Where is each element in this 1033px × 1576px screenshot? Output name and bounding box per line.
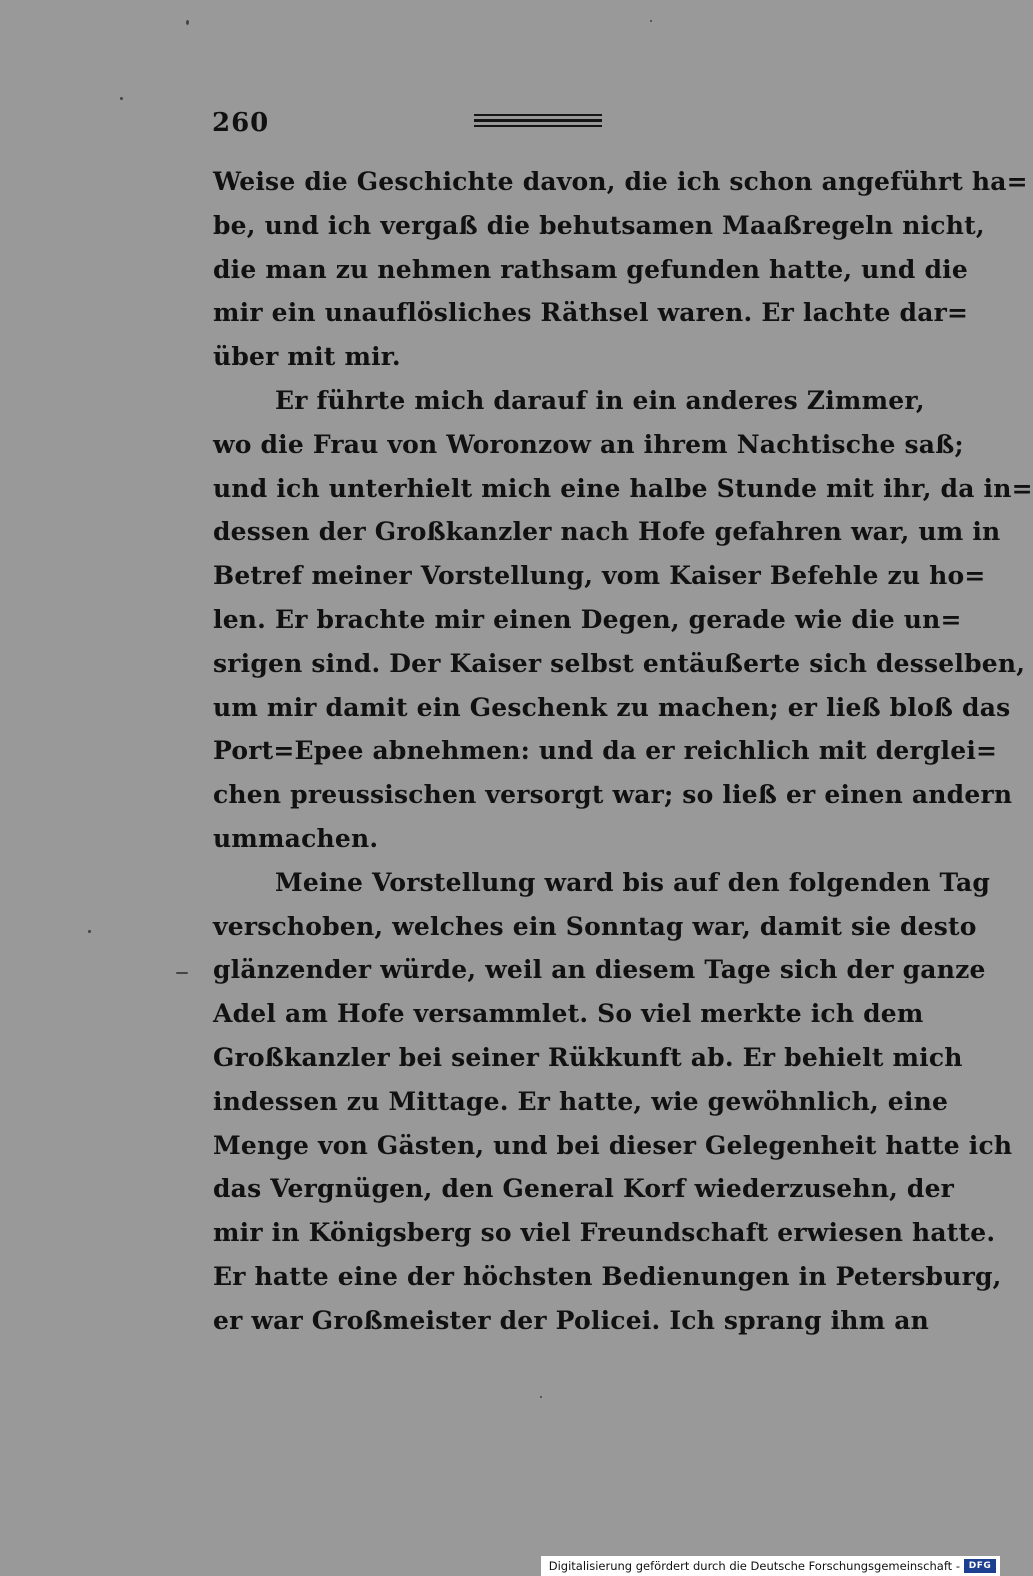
text-line: wo die Frau von Woronzow an ihrem Nachtische saß; bbox=[213, 429, 964, 459]
text-line: indessen zu Mittage. Er hatte, wie gewöhnlich, eine bbox=[213, 1086, 949, 1116]
header-rule bbox=[474, 114, 602, 126]
text-line: len. Er brachte mir einen Degen, gerade wie die un= bbox=[213, 604, 962, 634]
text-line: Adel am Hofe versammlet. So viel merkte ich dem bbox=[213, 999, 924, 1029]
footer-credit: Digitalisierung gefördert durch die Deutsche Forschungsgemeinschaft - bbox=[548, 1559, 960, 1573]
scan-speck bbox=[176, 972, 188, 974]
scan-speck bbox=[120, 97, 123, 100]
text-line: Weise die Geschichte davon, die ich schon angeführt ha= bbox=[213, 167, 1028, 196]
scan-speck bbox=[186, 20, 189, 25]
text-line: Menge von Gästen, und bei dieser Gelegenheit hatte ich bbox=[213, 1130, 1013, 1160]
rule-line bbox=[474, 114, 602, 116]
text-line: chen preussischen versorgt war; so ließ er einen andern bbox=[213, 780, 1013, 810]
scan-speck bbox=[650, 20, 652, 22]
scan-speck bbox=[88, 930, 91, 933]
text-line: er war Großmeister der Policei. Ich sprang ihm an bbox=[213, 1305, 930, 1335]
text-line: die man zu nehmen rathsam gefunden hatte, und die bbox=[213, 254, 968, 284]
text-line: Er hatte eine der höchsten Bedienungen in Petersburg, bbox=[213, 1261, 1002, 1291]
text-line: über mit mir. bbox=[213, 342, 401, 372]
text-line: Betref meiner Vorstellung, vom Kaiser Befehle zu ho= bbox=[213, 561, 986, 591]
dfg-logo-icon: DFG bbox=[964, 1559, 996, 1573]
text-line: verschoben, welches ein Sonntag war, damit sie desto bbox=[213, 911, 977, 941]
text-line: srigen sind. Der Kaiser selbst entäußerte sich desselben, bbox=[213, 648, 1026, 678]
text-line: Port=Epee abnehmen: und da er reichlich mit derglei= bbox=[213, 736, 998, 766]
page-number: 260 bbox=[212, 108, 270, 138]
text-line: Großkanzler bei seiner Rükkunft ab. Er behielt mich bbox=[213, 1042, 963, 1072]
text-line: dessen der Großkanzler nach Hofe gefahren war, um in bbox=[213, 517, 1001, 547]
rule-line bbox=[474, 125, 602, 127]
text-line: mir ein unauflösliches Räthsel waren. Er lachte dar= bbox=[213, 298, 969, 328]
scan-speck bbox=[540, 1396, 542, 1398]
text-line: mir in Königsberg so viel Freundschaft erwiesen hatte. bbox=[213, 1218, 996, 1248]
text-line: Meine Vorstellung ward bis auf den folgenden Tag bbox=[275, 867, 991, 897]
text-line: be, und ich vergaß die behutsamen Maaßregeln nicht, bbox=[213, 210, 985, 240]
text-line: und ich unterhielt mich eine halbe Stunde mit ihr, da in= bbox=[213, 473, 1033, 503]
text-line: ummachen. bbox=[213, 823, 379, 853]
text-line: glänzender würde, weil an diesem Tage sich der ganze bbox=[213, 955, 986, 985]
body-text bbox=[213, 160, 1033, 1343]
digitization-footer bbox=[541, 1556, 1000, 1576]
text-line: das Vergnügen, den General Korf wiederzusehn, der bbox=[213, 1174, 955, 1204]
text-line: Er führte mich darauf in ein anderes Zimmer, bbox=[275, 385, 925, 415]
rule-line bbox=[474, 119, 602, 122]
page-header bbox=[212, 108, 892, 144]
text-line: um mir damit ein Geschenk zu machen; er ließ bloß das bbox=[213, 692, 1011, 722]
